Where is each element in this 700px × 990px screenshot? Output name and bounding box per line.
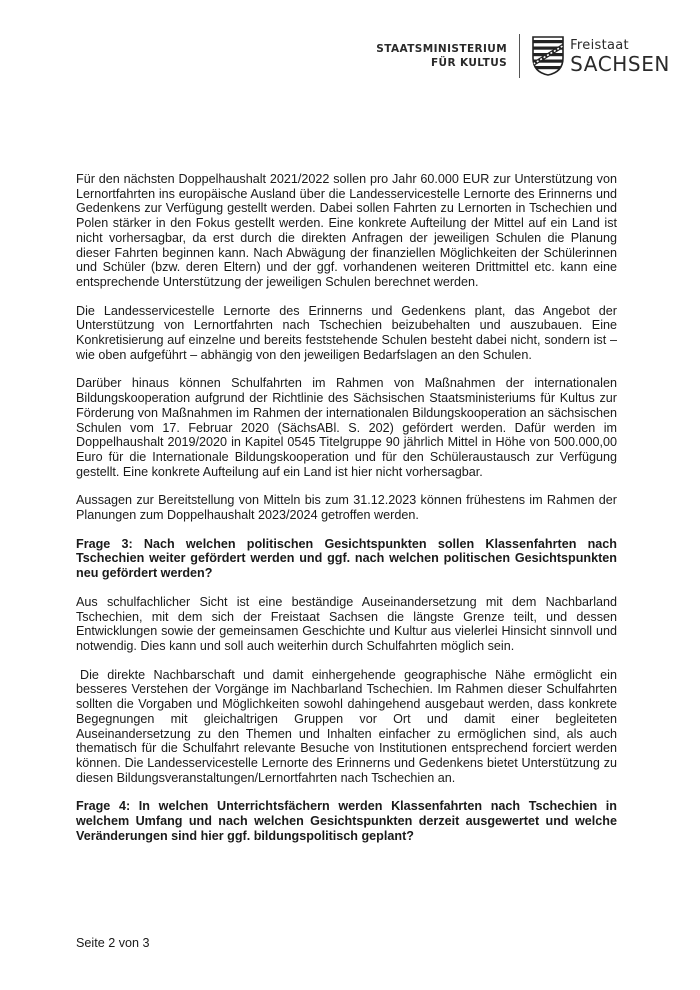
ministry-line-2: FÜR KULTUS xyxy=(430,57,508,69)
paragraph-funding-2021: Für den nächsten Doppelhaushalt 2021/2022 sollen pro Jahr 60.000 EUR zur Unterstützung von Lernortfahrten ins europäische Ausland über die Landesservicestelle Lernorte des Erinnerns und Gedenkens zur Verfügung gestellt werden. Dabei sollen Fahrten zu Lernorten in Tschechien und Polen stärker in den Fokus gestellt werden. Eine konkrete Aufteilung der Mittel auf ein Land ist nicht vorhersagbar, da erst durch die direkten Anfragen der jeweiligen Schulen die Planung dieser Fahrten beginnen kann. Nach Abwägung der finanziellen Möglichkeiten der Schülerinnen und Schüler (bzw. deren Eltern) und der ggf. vorhandenen weiteren Drittmittel etc. kann eine entsprechende Unterstützung der jeweiligen Schulen berechnet werden. xyxy=(76,172,617,289)
ministry-line-1: STAATSMINISTERIUM xyxy=(376,43,508,55)
ministry-name xyxy=(376,42,507,70)
state-line-1: Freistaat xyxy=(570,37,629,53)
paragraph-answer-3a: Aus schulfachlicher Sicht ist eine beständige Auseinandersetzung mit dem Nachbarland Tschechien, mit dem sich der Freistaat Sachsen die längste Grenze teilt, und dessen Entwicklungen sowie der gemeinsamen Geschichte und Kultur aus vielerlei Hinsicht sinnvoll und notwendig. Dies kann und soll auch weiterhin durch Schulfahrten möglich sein. xyxy=(76,594,617,653)
paragraph-funding-2023: Aussagen zur Bereitstellung von Mitteln bis zum 31.12.2023 können frühestens im Rahmen der Planungen zum Doppelhaushalt 2023/2024 getroffen werden. xyxy=(76,493,617,523)
state-line-2: SACHSEN xyxy=(570,51,670,76)
question-4: Frage 4: In welchen Unterrichtsfächern werden Klassenfahrten nach Tschechien in welchem Umfang und nach welchen Gesichtspunkten derzeit ausgewertet und welche Veränderungen sind hier ggf. bildungspolitisch geplant? xyxy=(76,799,617,843)
paragraph-landesservicestelle: Die Landesservicestelle Lernorte des Erinnerns und Gedenkens plant, das Angebot der Unterstützung von Lernortfahrten nach Tschechien beizubehalten und auszubauen. Eine Konkretisierung auf einzelne und bereits feststehende Schulen besteht dabei nicht, sondern ist – wie oben aufgeführt – abhängig von den jeweiligen Bedarfslagen an den Schulen. xyxy=(76,303,617,362)
paragraph-answer-3b: Die direkte Nachbarschaft und damit einhergehende geographische Nähe ermöglicht ein besseres Verstehen der Vorgänge im Nachbarland Tschechien. Im Rahmen dieser Schulfahrten sollten die Vorgaben und Möglichkeiten sowohl dahingehend ausgebaut werden, dass konkrete Begegnungen mit gleichaltrigen Gruppen vor Ort und damit einer begleiteten Auseinandersetzung zu den Themen und Inhalten einfacher zu ermöglichen sind, als auch thematisch für die Schulfahrt relevante Besuche von Institutionen entsprechend forciert werden können. Die Landesservicestelle Lernorte des Erinnerns und Gedenkens bietet Unterstützung zu diesen Bildungsveranstaltungen/Lernortfahrten nach Tschechien an. xyxy=(76,667,617,785)
paragraph-bildungskooperation: Darüber hinaus können Schulfahrten im Rahmen von Maßnahmen der internationalen Bildungskooperation aufgrund der Richtlinie des Sächsischen Staatsministeriums für Kultus zur Förderung von Maßnahmen im Rahmen der internationalen Bildungskooperation an sächsischen Schulen vom 17. Februar 2020 (SächsABl. S. 202) gefördert werden. Dafür werden im Doppelhaushalt 2019/2020 in Kapitel 0545 Titelgruppe 90 jährlich Mittel in Höhe von 500.000,00 Euro für die Internationale Bildungskooperation und für den Schüleraustausch zur Verfügung gestellt. Eine konkrete Aufteilung auf ein Land ist hier nicht vorhersagbar. xyxy=(76,376,617,479)
question-3: Frage 3: Nach welchen politischen Gesichtspunkten sollen Klassenfahrten nach Tschechien weiter gefördert werden und ggf. nach welchen politischen Gesichtspunkten neu gefördert werden? xyxy=(76,536,617,581)
page-number: Seite 2 von 3 xyxy=(76,936,150,950)
saxony-crest-icon xyxy=(532,36,564,76)
document-body xyxy=(76,172,617,857)
state-name xyxy=(570,38,670,75)
header-divider xyxy=(519,34,520,78)
letterhead xyxy=(376,34,670,78)
